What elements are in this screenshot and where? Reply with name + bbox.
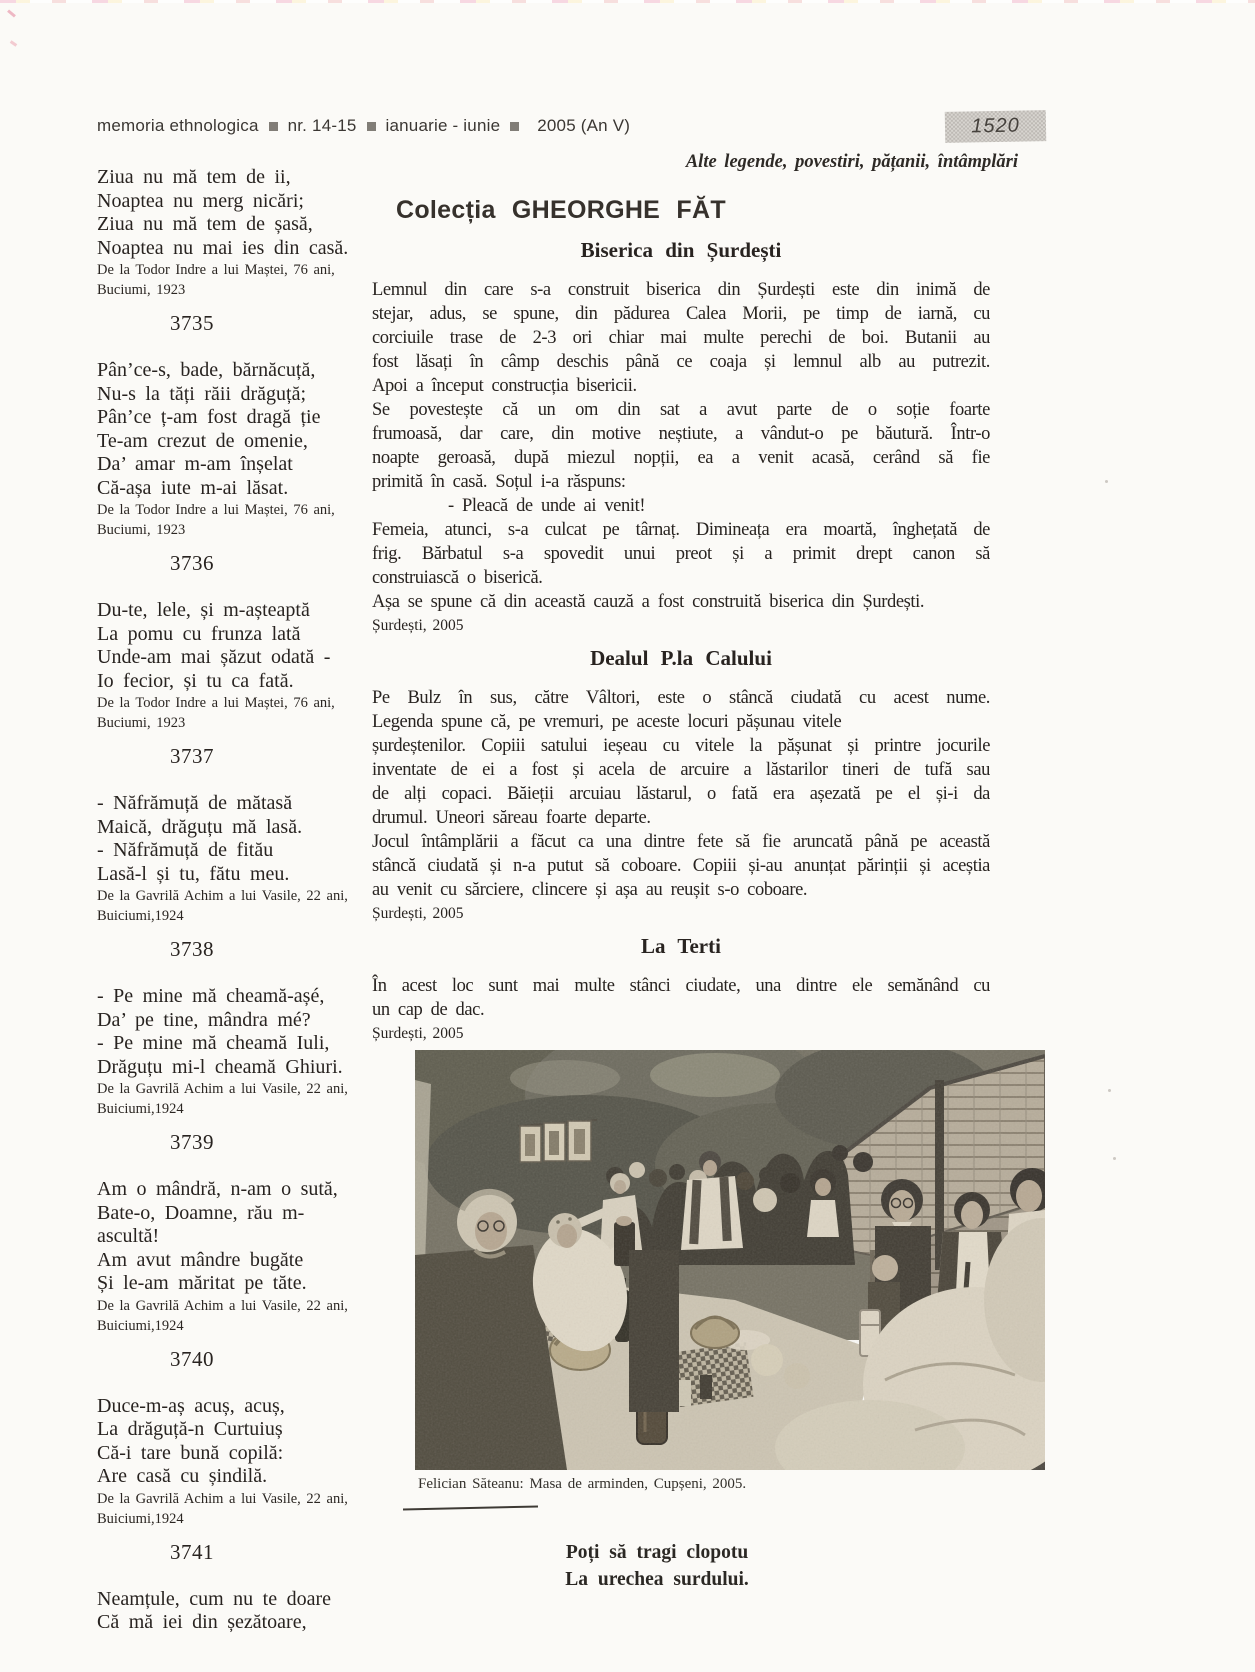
poem-number: 3738 — [170, 937, 214, 961]
poem-line: Pân’ce-s, bade, bărnăcuță, — [97, 359, 316, 381]
poem-attribution: Buiciumi,1924 — [97, 1510, 184, 1527]
text-line: frig. Bărbatul s-a spovedit unui preot și a primit drept canon să — [372, 544, 990, 564]
poem-number: 3736 — [170, 551, 214, 575]
closing-couplet — [372, 1539, 990, 1593]
section-title: La Terti — [641, 934, 721, 958]
poem-line: - Năfrămuță de mătasă — [97, 792, 293, 814]
left-column — [97, 166, 382, 1635]
poem-line: Ziua nu mă tem de șasă, — [97, 213, 313, 235]
poem-attribution: Buiciumi,1924 — [97, 908, 184, 924]
journal-title: memoria ethnologica — [97, 116, 259, 135]
source-note: Șurdești, 2005 — [372, 1025, 464, 1042]
poem-line: Te-am crezut de omenie, — [97, 429, 308, 452]
text-line: au venit cu sărciere, clincere și așa au reușit s-o coboare. — [372, 880, 808, 900]
text-line: În acest loc sunt mai multe stânci ciudate, una dintre ele semănând cu — [372, 976, 990, 996]
paragraph — [372, 494, 990, 518]
page-number-badge: 1520 — [945, 110, 1047, 143]
poem-line: Are casă cu șindilă. — [97, 1465, 268, 1487]
poem-line: Că mă iei din șezătoare, — [97, 1611, 307, 1633]
poem-line: Noaptea nu merg nicări; — [97, 189, 304, 212]
text-line: Legenda spune că, pe vremuri, pe aceste locuri pășunau vitele — [372, 712, 842, 732]
photo — [415, 1050, 1045, 1470]
poem-line: Ziua nu mă tem de ii, — [97, 166, 291, 188]
poem-attribution: De la Todor Indre a lui Maștei, 76 ani, — [97, 262, 335, 278]
poem-line: - Pe mine mă cheamă-așé, — [97, 985, 325, 1007]
poem-number: 3741 — [170, 1539, 214, 1564]
poem-line: Lasă-l și tu, fătu meu. — [97, 862, 290, 885]
poem-line: Și le-am măritat pe tăte. — [97, 1272, 307, 1294]
paragraph — [372, 398, 990, 494]
poem-line: La drăguță-n Curtuiuș — [97, 1418, 283, 1440]
square-bullet-icon — [510, 122, 519, 131]
paragraph — [372, 278, 990, 398]
paragraph — [372, 686, 990, 830]
photo-illustration — [415, 1050, 1045, 1470]
scan-artifact-mark — [10, 40, 17, 46]
sections — [372, 238, 990, 1044]
poem-line: Că-așa iute m-ai lăsat. — [97, 476, 289, 499]
poem-attribution: De la Todor Indre a lui Maștei, 76 ani, — [97, 502, 335, 518]
poem-line: Unde-am mai șăzut odată - — [97, 646, 331, 668]
couplet-line: La urechea surdului. — [565, 1569, 749, 1590]
text-line: fost lăsați în câmp deschis până ce coaja și lemnul alb au putrezit. — [372, 352, 990, 372]
poem-line: Că-i tare bună copilă: — [97, 1441, 284, 1464]
poem-stanza — [97, 985, 382, 1079]
poem-line: - Pe mine mă cheamă Iuli, — [97, 1032, 330, 1054]
poem-attribution: Buiciumi,1924 — [97, 1317, 184, 1334]
poem-line: Am o mândră, n-am o sută, — [97, 1178, 338, 1200]
scan-artifact-mark — [7, 9, 16, 17]
issue-number: nr. 14-15 — [287, 116, 357, 135]
poem-line: Bate-o, Doamne, rău m- — [97, 1201, 305, 1224]
scan-artifact-top-strip — [0, 0, 1255, 3]
poem-line: Maică, drăguțu mă lasă. — [97, 815, 303, 838]
scan-speck — [1113, 1157, 1116, 1160]
poem-attribution: De la Gavrilă Achim a lui Vasile, 22 ani, — [97, 888, 348, 904]
poem-attribution: Buciumi, 1923 — [97, 282, 186, 298]
poem-stanza — [97, 166, 382, 260]
paragraph — [372, 518, 990, 590]
scan-speck — [1108, 1089, 1111, 1092]
text-line: stâncă ciudată și n-a putut să coboare. Copiii și-au anunțat părinții și aceștia — [372, 856, 990, 876]
paragraph — [372, 830, 990, 902]
paragraph — [372, 974, 990, 1022]
source-note: Șurdești, 2005 — [372, 617, 464, 634]
scan-speck — [1105, 480, 1108, 483]
poem-line: Io fecior, și tu ca fată. — [97, 669, 294, 692]
poem-stanza — [97, 1395, 382, 1489]
source-note: Șurdești, 2005 — [372, 905, 464, 922]
poem-line: Da’ amar m-am înșelat — [97, 453, 293, 475]
poem-line: Neamțule, cum nu te doare — [97, 1587, 332, 1610]
text-line: inventate de ei a fost și acela de arcuire a lăstarilor tineri de tufă sau — [372, 760, 990, 780]
square-bullet-icon — [269, 122, 278, 131]
poem-attribution: De la Gavrilă Achim a lui Vasile, 22 ani, — [97, 1297, 348, 1314]
text-line: Pe Bulz în sus, către Vâltori, este o stâncă ciudată cu acest nume. — [372, 688, 990, 708]
poem-attribution: Buciumi, 1923 — [97, 715, 186, 731]
text-line: de alți copaci. Băieții arcuiau lăstarul, o fată era așezată pe el și-i da — [372, 784, 990, 804]
poem-line: Duce-m-aș acuș, acuș, — [97, 1394, 285, 1417]
poem-line: - Năfrămuță de fitău — [97, 839, 274, 861]
footnote-rule — [403, 1505, 538, 1510]
text-line: drumul. Uneori săreau foarte departe. — [372, 808, 651, 828]
issue-period: ianuarie - iunie — [385, 116, 501, 135]
section-topic-header: Alte legende, povestiri, pățanii, întâmplări — [685, 152, 1018, 172]
text-line: șurdeștenilor. Copiii satului ieșeau cu vitele la pășunat și printre jocurile — [372, 736, 990, 756]
text-line: Lemnul din care s-a construit biserica din Șurdești este din inimă de — [372, 280, 990, 300]
poem-attribution: De la Gavrilă Achim a lui Vasile, 22 ani, — [97, 1490, 348, 1507]
text-line: construiască o biserică. — [372, 568, 543, 588]
poem-number: 3735 — [170, 311, 214, 335]
text-line: Femeia, atunci, s-a culcat pe târnaț. Dimineața era moartă, înghețată de — [372, 520, 990, 540]
paragraph — [372, 590, 990, 614]
issue-year: 2005 (An V) — [537, 116, 631, 135]
text-line: - Pleacă de unde ai venit! — [448, 496, 646, 516]
poem-line: Du-te, lele, și m-așteaptă — [97, 599, 310, 621]
section-title: Biserica din Șurdești — [580, 238, 782, 262]
poem-stanza — [97, 359, 382, 500]
poem-stanza — [97, 792, 382, 886]
poem-line: Da’ pe tine, mândra mé? — [97, 1008, 311, 1031]
poem-number: 3739 — [170, 1130, 214, 1154]
poem-line: La pomu cu frunza lată — [97, 622, 301, 645]
running-head — [97, 116, 630, 136]
text-line: Se povestește că un om din sat a avut parte de o soție foarte — [372, 400, 990, 420]
poem-attribution: Buiciumi,1924 — [97, 1101, 184, 1117]
text-line: un cap de dac. — [372, 1000, 485, 1020]
text-line: frumoasă, dar care, din motive neștiute, a vândut-o pe băutură. Într-o — [372, 424, 990, 444]
text-line: noapte geroasă, după miezul nopții, ea a venit acasă, cerând să fie — [372, 448, 990, 468]
poem-stanza — [97, 1178, 382, 1296]
poem-attribution: De la Todor Indre a lui Maștei, 76 ani, — [97, 695, 335, 711]
poem-line: ascultă! — [97, 1225, 160, 1247]
section-title: Dealul P.la Calului — [590, 646, 772, 670]
poem-line: Noaptea nu mai ies din casă. — [97, 236, 349, 259]
poem-line: Pân’ce ț-am fost dragă ție — [97, 406, 321, 428]
poem-stanza — [97, 1588, 382, 1635]
poem-attribution: De la Gavrilă Achim a lui Vasile, 22 ani, — [97, 1081, 348, 1097]
photo-caption: Felician Săteanu: Masa de arminden, Cupșeni, 2005. — [418, 1476, 747, 1492]
right-column — [372, 196, 990, 1593]
text-line: Așa se spune că din această cauză a fost construită biserica din Șurdești. — [372, 592, 925, 612]
poem-stanza — [97, 599, 382, 693]
poem-number: 3740 — [170, 1346, 214, 1371]
text-line: primită în casă. Soțul i-a răspuns: — [372, 472, 626, 492]
couplet-line: Poți să tragi clopotu — [565, 1542, 749, 1563]
text-line: Apoi a început construcția bisericii. — [372, 376, 637, 396]
poem-number: 3737 — [170, 744, 214, 768]
poem-line: Am avut mândre bugăte — [97, 1248, 304, 1271]
square-bullet-icon — [367, 122, 376, 131]
text-line: stejar, adus, se spune, din pădurea Calea Morii, pe timp de iarnă, cu — [372, 304, 990, 324]
poem-attribution: Buciumi, 1923 — [97, 522, 186, 538]
text-line: corciuile trase de 2-3 ori chiar mai multe perechi de boi. Butanii au — [372, 328, 990, 348]
text-line: Jocul întâmplării a făcut ca una dintre fete să fie aruncată până pe această — [372, 832, 990, 852]
poem-line: Nu-s la tăți răii drăguță; — [97, 382, 307, 405]
collection-title: Colecția GHEORGHE FĂT — [396, 196, 726, 224]
poem-line: Drăguțu mi-l cheamă Ghiuri. — [97, 1055, 343, 1078]
